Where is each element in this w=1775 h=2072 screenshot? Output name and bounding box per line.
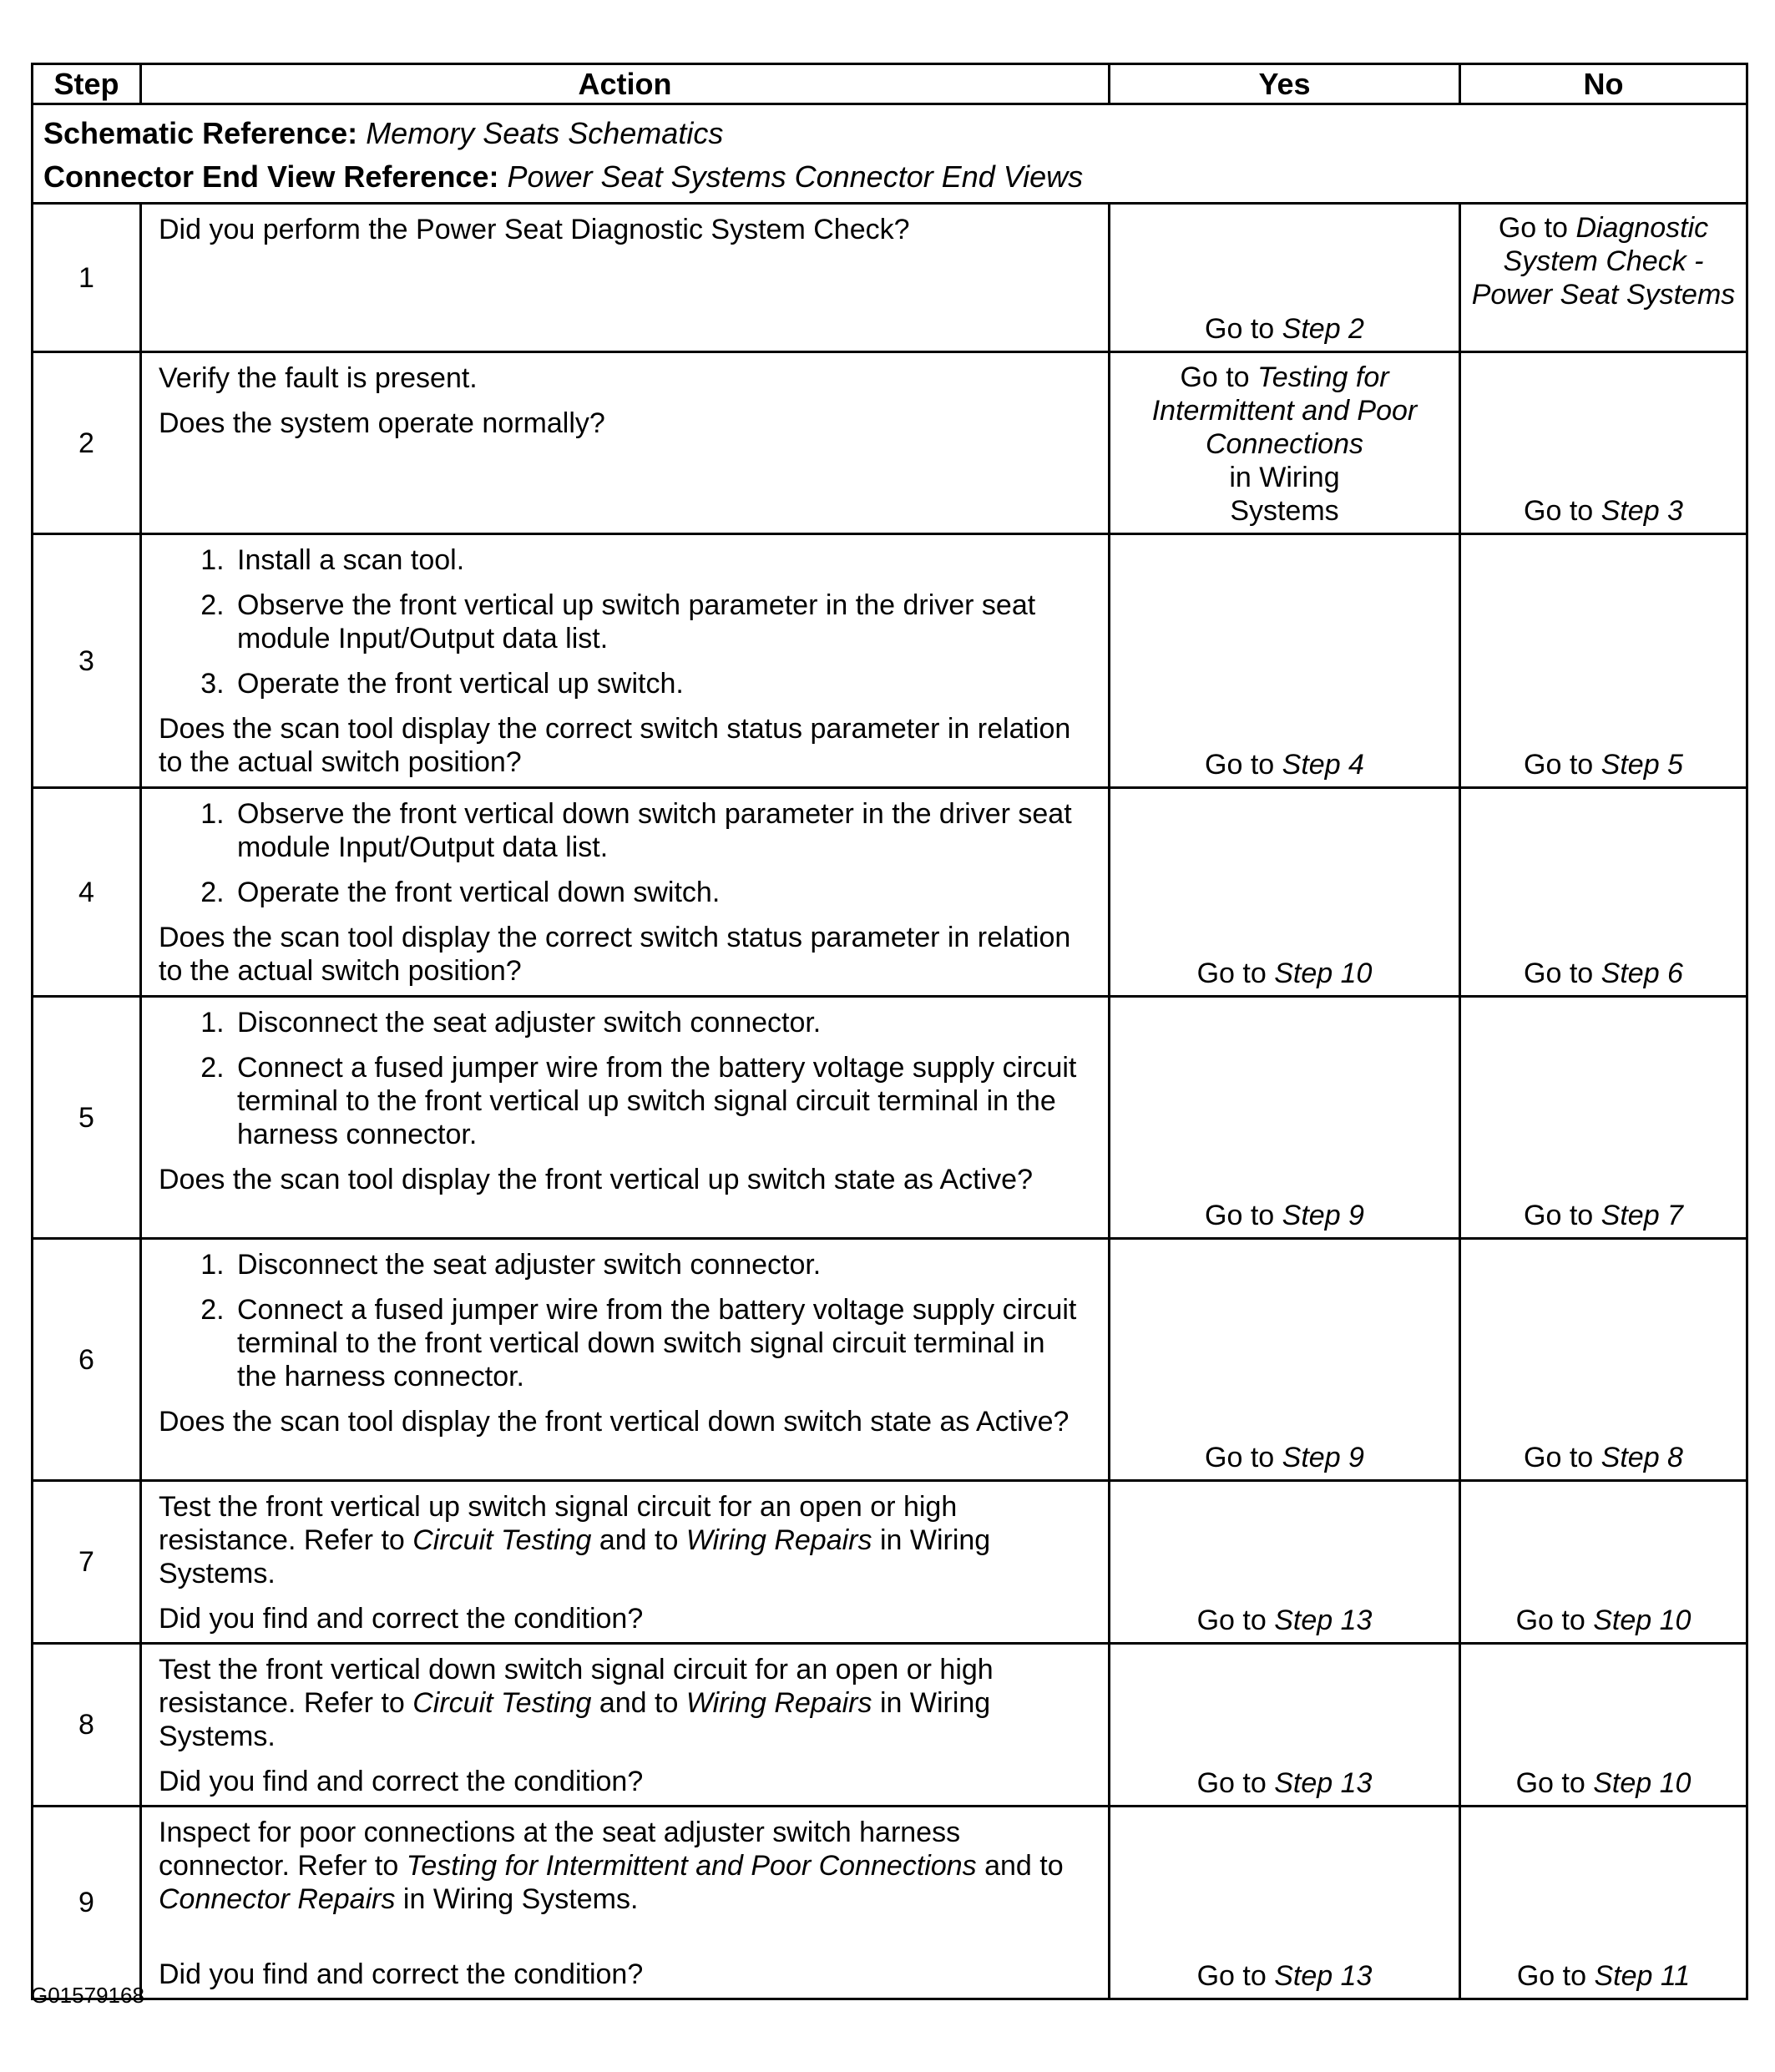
- list-item: 2. Connect a fused jumper wire from the battery voltage supply circuit terminal to the front vertical up switch signal circuit terminal in the harness connector.: [232, 1051, 1091, 1151]
- yes-cell: [1110, 534, 1460, 788]
- no-step-link[interactable]: Step 6: [1601, 958, 1683, 989]
- schematic-reference-value: Memory Seats Schematics: [366, 116, 724, 150]
- yes-cell: [1110, 204, 1460, 352]
- question-text: Does the scan tool display the front vertical down switch state as Active?: [159, 1406, 1070, 1438]
- no-cell: [1460, 352, 1747, 534]
- go-to-text: Go to: [1196, 958, 1267, 989]
- go-to-text: Go to: [1205, 749, 1275, 781]
- no-step-link[interactable]: Step 8: [1601, 1442, 1683, 1473]
- yes-step-link[interactable]: Step 2: [1282, 313, 1364, 345]
- no-cell: [1460, 1807, 1747, 1999]
- yes-line: in Wiring: [1229, 462, 1340, 493]
- go-to-text: Go to: [1516, 1960, 1587, 1992]
- list-item: 1. Disconnect the seat adjuster switch connector.: [232, 1006, 1091, 1039]
- reference-cell: [33, 104, 1747, 204]
- yes-cell: [1110, 352, 1460, 534]
- action-text-part: in Wiring Systems.: [395, 1883, 639, 1915]
- go-to-text: Go to: [1515, 1605, 1585, 1636]
- no-cell: [1460, 788, 1747, 997]
- yes-step-link[interactable]: Step 13: [1274, 1767, 1373, 1799]
- question-text: Did you find and correct the condition?: [159, 1603, 644, 1635]
- testing-intermittent-link[interactable]: Testing for Intermittent and Poor Connections: [406, 1850, 977, 1882]
- action-text: [159, 1653, 1091, 1753]
- question-text: Does the scan tool display the correct switch status parameter in relation to the actual switch position?: [159, 922, 1071, 987]
- circuit-testing-link[interactable]: Circuit Testing: [412, 1524, 592, 1556]
- diagnostic-table: [31, 63, 1748, 2000]
- step-number: 6: [33, 1239, 141, 1481]
- go-to-text: Go to: [1196, 1767, 1267, 1799]
- header-row: [33, 64, 1747, 104]
- table-row: [33, 1644, 1747, 1807]
- action-cell: [141, 997, 1110, 1239]
- action-text-part: and to: [591, 1687, 686, 1719]
- no-step-link[interactable]: Step 7: [1601, 1200, 1683, 1231]
- yes-ref-link[interactable]: Intermittent and Poor: [1151, 395, 1418, 427]
- go-to-text: Go to: [1515, 1767, 1585, 1799]
- wiring-repairs-link[interactable]: Wiring Repairs: [685, 1687, 872, 1719]
- yes-step-link[interactable]: Step 13: [1274, 1605, 1373, 1636]
- table-row: [33, 534, 1747, 788]
- list-item: 1. Install a scan tool.: [232, 543, 1091, 577]
- connector-repairs-link[interactable]: Connector Repairs: [159, 1883, 396, 1915]
- no-line: [1469, 211, 1737, 245]
- question-text: Did you find and correct the condition?: [159, 1958, 644, 1990]
- list-item: 2. Connect a fused jumper wire from the battery voltage supply circuit terminal to the front vertical down switch signal circuit terminal in the harness connector.: [232, 1293, 1091, 1393]
- no-step-link[interactable]: Step 11: [1594, 1960, 1691, 1992]
- go-to-text: Go to: [1524, 1200, 1594, 1231]
- go-to-text: Go to: [1196, 1605, 1267, 1636]
- yes-step-link[interactable]: Step 9: [1282, 1442, 1364, 1473]
- step-number: 2: [33, 352, 141, 534]
- no-cell: [1460, 534, 1747, 788]
- list-item: 2. Observe the front vertical up switch parameter in the driver seat module Input/Output data list.: [232, 589, 1091, 655]
- list-item: 1. Disconnect the seat adjuster switch connector.: [232, 1248, 1091, 1281]
- no-cell: [1460, 997, 1747, 1239]
- table-row: [33, 1807, 1747, 1999]
- question-text: Does the scan tool display the correct switch status parameter in relation to the actual switch position?: [159, 713, 1071, 778]
- list-item: 3. Operate the front vertical up switch.: [232, 667, 1091, 700]
- action-header: Action: [141, 64, 1110, 104]
- no-line: [1469, 278, 1737, 311]
- action-cell: [141, 204, 1110, 352]
- yes-cell: [1110, 1239, 1460, 1481]
- step-number: 5: [33, 997, 141, 1239]
- question-text: Did you find and correct the condition?: [159, 1766, 644, 1797]
- action-cell: [141, 1481, 1110, 1644]
- table-row: [33, 204, 1747, 352]
- schematic-reference-label: Schematic Reference:: [43, 116, 358, 150]
- connector-reference: [43, 155, 1736, 199]
- yes-step-link[interactable]: Step 9: [1282, 1200, 1364, 1231]
- action-text-part: and to: [976, 1850, 1064, 1882]
- step-number: 9: [33, 1807, 141, 1999]
- list-item: 1. Observe the front vertical down switch parameter in the driver seat module Input/Output data list.: [232, 797, 1091, 864]
- action-text-part: in Wiring Systems.: [159, 1687, 991, 1752]
- wiring-repairs-link[interactable]: Wiring Repairs: [685, 1524, 872, 1556]
- table-row: [33, 1481, 1747, 1644]
- yes-line: [1119, 361, 1450, 394]
- go-to-text: Go to: [1524, 495, 1594, 527]
- no-line: [1469, 245, 1737, 278]
- yes-step-link[interactable]: Step 4: [1282, 749, 1364, 781]
- no-cell: [1460, 204, 1747, 352]
- step-number: 4: [33, 788, 141, 997]
- action-list: [159, 1248, 1091, 1393]
- action-list: [159, 543, 1091, 700]
- no-cell: [1460, 1239, 1747, 1481]
- step-header: Step: [33, 64, 141, 104]
- no-step-link[interactable]: Step 3: [1601, 495, 1683, 527]
- no-ref-link[interactable]: System Check -: [1503, 245, 1704, 277]
- schematic-reference: [43, 112, 1736, 155]
- no-step-link[interactable]: Step 10: [1593, 1605, 1692, 1636]
- circuit-testing-link[interactable]: Circuit Testing: [412, 1687, 592, 1719]
- action-text-part: Test the front vertical down switch signal circuit for an open or high resistance. Refer to: [159, 1654, 994, 1719]
- list-item: 2. Operate the front vertical down switch.: [232, 876, 1091, 909]
- step-number: 7: [33, 1481, 141, 1644]
- no-cell: [1460, 1644, 1747, 1807]
- step-number: 8: [33, 1644, 141, 1807]
- go-to-text: Go to: [1524, 749, 1594, 781]
- action-cell: [141, 1644, 1110, 1807]
- yes-ref-link[interactable]: Connections: [1205, 428, 1363, 460]
- connector-reference-label: Connector End View Reference:: [43, 159, 499, 194]
- yes-ref-link[interactable]: Testing for: [1257, 361, 1389, 393]
- go-to-text: Go to: [1180, 361, 1250, 393]
- no-step-link[interactable]: Step 10: [1593, 1767, 1692, 1799]
- yes-step-link[interactable]: Step 13: [1274, 1960, 1373, 1992]
- step-number: 1: [33, 204, 141, 352]
- action-list: [159, 1006, 1091, 1151]
- action-list: [159, 797, 1091, 909]
- action-text: [159, 1490, 1091, 1590]
- question-text: Did you perform the Power Seat Diagnostic System Check?: [159, 214, 910, 245]
- yes-cell: [1110, 1807, 1460, 1999]
- action-text-part: Inspect for poor connections at the seat adjuster switch harness connector. Refer to: [159, 1817, 961, 1882]
- yes-cell: [1110, 997, 1460, 1239]
- yes-cell: [1110, 788, 1460, 997]
- action-cell: [141, 352, 1110, 534]
- no-header: No: [1460, 64, 1747, 104]
- no-ref-link[interactable]: Power Seat Systems: [1471, 279, 1736, 311]
- action-text: [159, 1816, 1091, 1916]
- yes-step-link[interactable]: Step 10: [1274, 958, 1373, 989]
- table-row: [33, 1239, 1747, 1481]
- yes-header: Yes: [1110, 64, 1460, 104]
- action-text-part: Test the front vertical up switch signal circuit for an open or high resistance. Refer to: [159, 1491, 958, 1556]
- table-row: [33, 788, 1747, 997]
- table-row: [33, 352, 1747, 534]
- go-to-text: Go to: [1205, 1442, 1275, 1473]
- yes-line: [1119, 427, 1450, 461]
- yes-line: Systems: [1230, 495, 1339, 527]
- action-text: Verify the fault is present.: [159, 362, 478, 394]
- figure-id: G01579168: [31, 1983, 144, 2008]
- yes-line: [1119, 394, 1450, 427]
- go-to-text: Go to: [1498, 212, 1568, 244]
- action-text-part: and to: [591, 1524, 686, 1556]
- question-text: Does the scan tool display the front vertical up switch state as Active?: [159, 1164, 1033, 1195]
- go-to-text: Go to: [1196, 1960, 1267, 1992]
- action-cell: [141, 788, 1110, 997]
- question-text: Does the system operate normally?: [159, 407, 605, 439]
- table-row: [33, 997, 1747, 1239]
- connector-reference-value: Power Seat Systems Connector End Views: [507, 159, 1084, 194]
- yes-cell: [1110, 1481, 1460, 1644]
- action-cell: [141, 534, 1110, 788]
- step-number: 3: [33, 534, 141, 788]
- yes-cell: [1110, 1644, 1460, 1807]
- action-cell: [141, 1239, 1110, 1481]
- go-to-text: Go to: [1524, 958, 1594, 989]
- go-to-text: Go to: [1524, 1442, 1594, 1473]
- no-step-link[interactable]: Step 5: [1601, 749, 1683, 781]
- no-ref-link[interactable]: Diagnostic: [1575, 212, 1709, 244]
- action-cell: [141, 1807, 1110, 1999]
- action-text-part: in Wiring Systems.: [159, 1524, 991, 1589]
- go-to-text: Go to: [1205, 1200, 1275, 1231]
- go-to-text: Go to: [1205, 313, 1275, 345]
- no-cell: [1460, 1481, 1747, 1644]
- reference-row: [33, 104, 1747, 204]
